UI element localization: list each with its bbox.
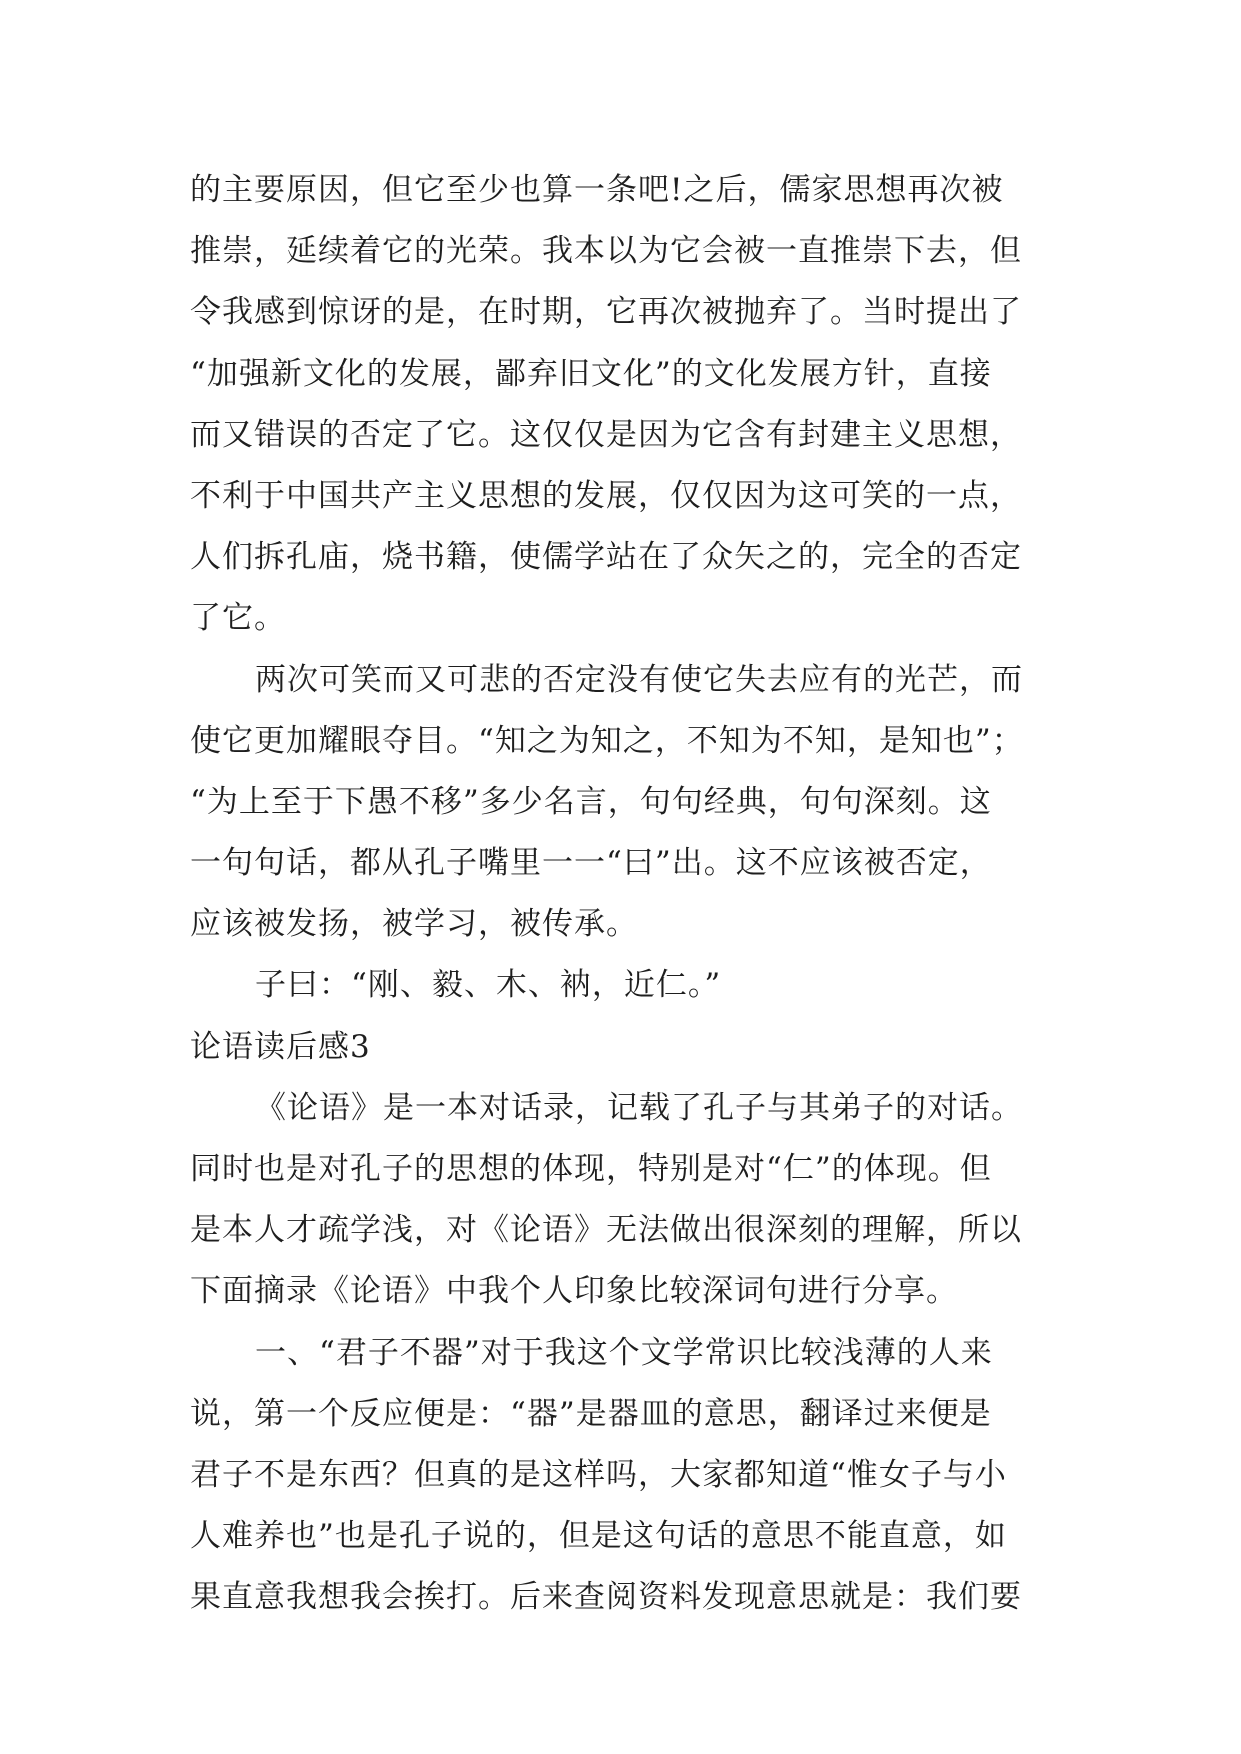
text-line-1: 的主要原因，但它至少也算一条吧!之后，儒家思想再次被 [190, 172, 1004, 208]
text-line-22: 君子不是东西？但真的是这样吗，大家都知道“惟女子与小 [190, 1456, 1007, 1493]
text-line-24: 果直意我想我会挨打。后来查阅资料发现意思就是：我们要 [190, 1579, 1022, 1616]
text-line-2: 推崇，延续着它的光荣。我本以为它会被一直推崇下去，但 [190, 233, 1022, 270]
text-line-16: 《论语》是一本对话录，记载了孔子与其弟子的对话。 [255, 1089, 1023, 1126]
text-line-11: “为上至于下愚不移”多少名言，句句经典，句句深刻。这 [190, 783, 992, 820]
document-body [190, 160, 1070, 1629]
text-line-4: “加强新文化的发展，鄙弃旧文化”的文化发展方针，直接 [190, 355, 992, 392]
text-line-9: 两次可笑而又可悲的否定没有使它失去应有的光芒，而 [255, 661, 1023, 698]
text-line-8: 了它。 [190, 600, 286, 637]
text-line-5: 而又错误的否定了它。这仅仅是因为它含有封建主义思想， [190, 416, 1022, 453]
text-line-7: 人们拆孔庙，烧书籍，使儒学站在了众矢之的，完全的否定 [190, 539, 1022, 576]
text-line-20: 一、“君子不器”对于我这个文学常识比较浅薄的人来 [255, 1334, 993, 1371]
text-line-17: 同时也是对孔子的思想的体现，特别是对“仁”的体现。但 [190, 1151, 992, 1187]
text-line-23: 人难养也”也是孔子说的，但是这句话的意思不能直意，如 [190, 1518, 1007, 1555]
section-heading: 论语读后感3 [190, 1028, 371, 1065]
text-line-14: 子曰：“刚、毅、木、衲，近仁。” [255, 967, 722, 1004]
text-line-13: 应该被发扬，被学习，被传承。 [190, 906, 638, 943]
text-line-19: 下面摘录《论语》中我个人印象比较深词句进行分享。 [190, 1273, 958, 1310]
text-line-10: 使它更加耀眼夺目。“知之为知之，不知为不知，是知也”； [190, 722, 1024, 759]
text-line-3: 令我感到惊讶的是，在时期，它再次被抛弃了。当时提出了 [190, 294, 1022, 331]
text-line-18: 是本人才疏学浅，对《论语》无法做出很深刻的理解，所以 [190, 1212, 1022, 1249]
text-line-6: 不利于中国共产主义思想的发展，仅仅因为这可笑的一点， [190, 477, 1022, 514]
text-line-12: 一句句话，都从孔子嘴里一一“曰”出。这不应该被否定， [190, 845, 992, 882]
text-line-21: 说，第一个反应便是：“器”是器皿的意思，翻译过来便是 [190, 1395, 992, 1432]
